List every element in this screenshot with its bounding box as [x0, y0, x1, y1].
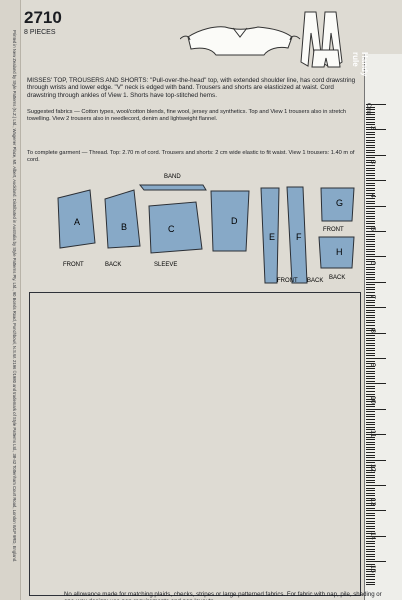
ruler-tick: [366, 383, 386, 384]
ruler-tick: [366, 406, 375, 407]
ruler-tick: [366, 528, 375, 529]
ruler-tick: [366, 241, 375, 242]
ruler-tick: [366, 292, 375, 293]
ruler-tick: [366, 353, 375, 354]
ruler-tick: [366, 345, 375, 346]
ruler-tick: [366, 218, 375, 219]
ruler-tick: [366, 556, 375, 557]
ruler-tick: [366, 554, 375, 555]
ruler-tick: [366, 305, 375, 306]
ruler-tick: [366, 576, 375, 577]
ruler-tick: [366, 388, 375, 389]
ruler-tick: [366, 173, 375, 174]
ruler-tick: [366, 170, 375, 171]
ruler-tick: [366, 455, 375, 456]
ruler-tick: [366, 416, 375, 417]
piece-label: BACK: [307, 278, 324, 284]
ruler-tick: [366, 175, 375, 176]
ruler-tick: [366, 256, 386, 257]
ruler-tick: [366, 495, 375, 496]
ruler-tick: [366, 414, 375, 415]
ruler-tick: [366, 157, 375, 158]
piece-label: F: [296, 232, 302, 242]
ruler-tick: [366, 584, 375, 585]
ruler-tick: [366, 322, 375, 323]
piece-label: A: [74, 217, 81, 227]
ruler-tick: [366, 546, 375, 547]
ruler-tick: [366, 165, 375, 166]
ruler-tick: [366, 216, 375, 217]
piece-label: E: [269, 232, 276, 242]
ruler-tick: [366, 274, 375, 275]
ruler-tick: [366, 508, 375, 509]
piece-label: D: [231, 216, 238, 226]
ruler-tick: [366, 376, 375, 377]
ruler-tick: [366, 541, 375, 542]
ruler-mark-label: 5: [369, 227, 376, 232]
ruler-tick: [366, 521, 375, 522]
pattern-pieces-diagram: [48, 160, 363, 285]
pattern-description: MISSES' TOP, TROUSERS AND SHORTS: "Pull-over-the-head" top, with extended shoulder line, has cord drawstring through wrists and lower edge. "V" neck is edged with band. Trousers and shorts are elasticized at waist. Cord drawstring through ankles of View 1. Shorts have top-stitched hems.: [27, 77, 356, 99]
ruler-tick: [366, 249, 375, 250]
ruler-tick: [366, 254, 375, 255]
ruler-tick: [366, 269, 375, 270]
ruler-tick: [366, 284, 375, 285]
ruler-tick: [366, 457, 375, 458]
piece-label: BACK: [105, 262, 122, 268]
piece-label: BAND: [164, 174, 181, 180]
ruler-tick: [366, 307, 386, 308]
ruler-mark-label: 10: [369, 396, 376, 405]
ruler-tick: [366, 279, 375, 280]
ruler-tick: [366, 485, 386, 486]
ruler-mark-label: 4: [369, 193, 376, 198]
ruler-tick: [366, 543, 375, 544]
ruler-tick: [366, 320, 375, 321]
ruler-tick: [366, 378, 375, 379]
ruler-tick: [366, 211, 375, 212]
ruler-tick: [366, 343, 375, 344]
ruler-tick: [366, 482, 375, 483]
handy-rule-title: Handy rule: [351, 52, 369, 77]
ruler-tick: [366, 551, 375, 552]
ruler-tick: [366, 277, 375, 278]
ruler-tick: [366, 391, 375, 392]
ruler-tick: [366, 361, 375, 362]
ruler-tick: [366, 198, 375, 199]
ruler-tick: [366, 340, 375, 341]
ruler-tick: [366, 107, 375, 108]
ruler-tick: [366, 272, 375, 273]
ruler-tick: [366, 231, 386, 232]
ruler-tick: [366, 477, 375, 478]
ruler-tick: [366, 312, 375, 313]
ruler-tick: [366, 394, 375, 395]
ruler-tick: [366, 287, 375, 288]
piece-label: FRONT: [277, 278, 298, 284]
ruler-tick: [366, 302, 375, 303]
ruler-tick: [366, 289, 375, 290]
ruler-tick: [366, 518, 375, 519]
ruler-tick: [366, 338, 375, 339]
ruler-tick: [366, 355, 375, 356]
ruler-tick: [366, 185, 375, 186]
ruler-tick: [366, 424, 375, 425]
ruler-tick: [366, 180, 386, 181]
ruler-tick: [366, 579, 375, 580]
ruler-tick: [366, 246, 375, 247]
ruler-tick: [366, 310, 375, 311]
ruler-mark-label: 3: [369, 159, 376, 164]
ruler-tick: [366, 561, 386, 562]
ruler-tick: [366, 145, 375, 146]
ruler-tick: [366, 559, 375, 560]
ruler-mark-label: 12: [369, 464, 376, 472]
ruler-tick: [366, 386, 375, 387]
ruler-tick: [366, 472, 375, 473]
ruler-mark-label: 8: [369, 328, 376, 333]
garment-illustration: [180, 10, 350, 70]
ruler-tick: [366, 549, 375, 550]
ruler-tick: [366, 147, 375, 148]
ruler-tick: [366, 300, 375, 301]
ruler-tick: [366, 526, 375, 527]
ruler-tick: [366, 267, 375, 268]
ruler-mark-label: 6: [369, 261, 376, 266]
ruler-tick: [366, 114, 375, 115]
piece-label: B: [121, 222, 128, 232]
ruler-tick: [366, 132, 375, 133]
ruler-tick: [366, 427, 375, 428]
fabric-note: No allowance made for matching plaids, checks, stripes or large patterned fabrics. For fabric with nap, pile, shading or: [64, 591, 382, 598]
ruler-tick: [366, 574, 375, 575]
ruler-tick: [366, 112, 375, 113]
ruler-tick: [366, 475, 375, 476]
piece-label: C: [168, 224, 175, 234]
ruler-tick: [366, 480, 375, 481]
ruler-tick: [366, 221, 375, 222]
ruler-tick: [366, 381, 375, 382]
ruler-tick: [366, 188, 375, 189]
ruler-tick: [366, 444, 375, 445]
ruler-tick: [366, 490, 375, 491]
ruler-mark-label: 9: [369, 362, 376, 367]
ruler-tick: [366, 460, 386, 461]
ruler-tick: [366, 373, 375, 374]
ruler-tick: [366, 419, 375, 420]
ruler-tick: [366, 462, 375, 463]
ruler-tick: [366, 244, 375, 245]
ruler-mark-label: 7: [369, 295, 376, 299]
piece-label: FRONT: [323, 227, 344, 233]
ruler-tick: [366, 201, 375, 202]
ruler-mark-label: 15: [369, 565, 376, 574]
ruler-tick: [366, 510, 386, 511]
ruler-tick: [366, 203, 375, 204]
ruler-tick: [366, 109, 375, 110]
ruler-tick: [366, 442, 375, 443]
ruler-tick: [366, 409, 386, 410]
ruler-mark-label: 2: [369, 126, 376, 130]
notions: To complete garment — Thread. Top: 2.70 m of cord. Trousers and shorts: 2 cm wide elastic to fit waist. View 1 trousers: 1.40 m of cord.: [27, 150, 355, 163]
ruler-tick: [366, 488, 375, 489]
ruler-tick: [366, 493, 375, 494]
ruler-tick: [366, 449, 375, 450]
piece-label: FRONT: [63, 262, 84, 268]
ruler-tick: [366, 150, 375, 151]
ruler-tick: [366, 119, 375, 120]
ruler-tick: [366, 439, 375, 440]
ruler-tick: [366, 122, 375, 123]
ruler-tick: [366, 152, 375, 153]
ruler-tick: [366, 206, 386, 207]
ruler-tick: [366, 213, 375, 214]
fabric-suggestions: Suggested fabrics — Cotton types, wool/cotton blends, fine wool, jersey and synthetics. Top and View 1 trousers also in stretch towelling. View 2 trousers also in needlecord, denim and lightweight flannel.: [27, 109, 347, 122]
left-print-strip: [0, 0, 21, 600]
ruler-tick: [366, 371, 375, 372]
ruler-tick: [366, 178, 375, 179]
ruler-tick: [366, 251, 375, 252]
ruler-tick: [366, 452, 375, 453]
ruler-tick: [366, 117, 375, 118]
ruler-tick: [366, 142, 375, 143]
ruler-tick: [366, 190, 375, 191]
ruler-tick: [366, 447, 375, 448]
ruler-tick: [366, 411, 375, 412]
ruler-tick: [366, 368, 375, 369]
ruler-tick: [366, 134, 375, 135]
ruler-tick: [366, 317, 375, 318]
piece-label: SLEEVE: [154, 262, 178, 268]
ruler-tick: [366, 358, 386, 359]
piece-count: 8 PIECES: [24, 29, 56, 36]
piece-label: G: [336, 198, 344, 208]
ruler-tick: [366, 348, 375, 349]
ruler-mark-label: 13: [369, 497, 376, 506]
ruler-tick: [366, 325, 375, 326]
ruler-tick: [366, 515, 375, 516]
ruler-tick: [366, 422, 375, 423]
ruler-tick: [366, 582, 375, 583]
ruler-tick: [366, 523, 375, 524]
ruler-tick: [366, 282, 386, 283]
side-text: Printed in New Zealand by Style Patterns (N.Z.) Ltd., Wagener Place, Mt. Albert, Auckland. Distributed in Australia by Style Patterns Pty. Ltd., 90 Bonds Road, Punchbowl, N.S.W. 2196 ©1980 and trademark of Style Patterns Ltd., 38-42 Tottenham Court Road, London W1P 9RD, England.: [12, 30, 17, 563]
ruler-tick: [366, 335, 375, 336]
ruler-tick: [366, 236, 375, 237]
ruler-tick: [366, 259, 375, 260]
ruler-tick: [366, 208, 375, 209]
ruler-tick: [366, 223, 375, 224]
ruler-tick: [366, 140, 375, 141]
ruler-tick: [366, 513, 375, 514]
side-text-box: [4, 30, 18, 590]
piece-label: BACK: [329, 275, 346, 281]
pattern-number: 2710: [24, 8, 62, 27]
ruler-tick: [366, 239, 375, 240]
ruler-tick: [366, 104, 386, 105]
ruler-tick: [366, 315, 375, 316]
ruler-tick: [366, 350, 375, 351]
ruler-tick: [366, 183, 375, 184]
ruler-tick: [366, 234, 375, 235]
ruler-mark-label: 11: [369, 430, 376, 438]
piece-label: H: [336, 247, 343, 257]
ruler-tick: [366, 155, 386, 156]
ruler-tick: [366, 137, 375, 138]
ruler-mark-label: 14: [369, 531, 376, 540]
ruler-tick: [366, 168, 375, 169]
